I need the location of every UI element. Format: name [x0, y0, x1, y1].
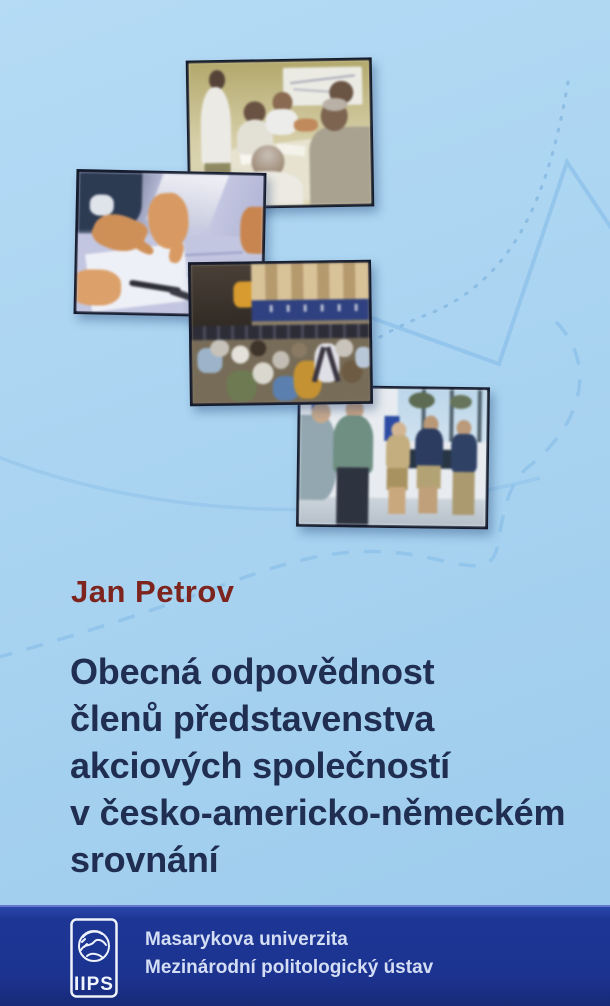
photo-content: [299, 388, 487, 527]
author-name: Jan Petrov: [71, 574, 235, 609]
photo-lobby-conversation: [296, 385, 490, 530]
institute-name: Mezinárodní politologický ústav: [145, 957, 434, 978]
title-line: v česko-americko-německém: [70, 792, 566, 833]
iips-logo: [70, 918, 118, 998]
logo-text: IIPS: [74, 974, 114, 995]
photo-audience-hall: [188, 260, 373, 407]
publisher-block: [145, 926, 433, 982]
book-title: [70, 648, 565, 883]
photo-content: [191, 263, 370, 403]
publisher-name: Masarykova univerzita: [145, 929, 348, 950]
publisher-bar: [0, 905, 610, 1006]
title-line: Obecná odpovědnost: [70, 651, 435, 692]
title-line: členů představenstva: [70, 698, 435, 739]
title-line: srovnání: [70, 839, 219, 880]
title-line: akciových společností: [70, 745, 450, 786]
globe-icon: [79, 931, 109, 961]
